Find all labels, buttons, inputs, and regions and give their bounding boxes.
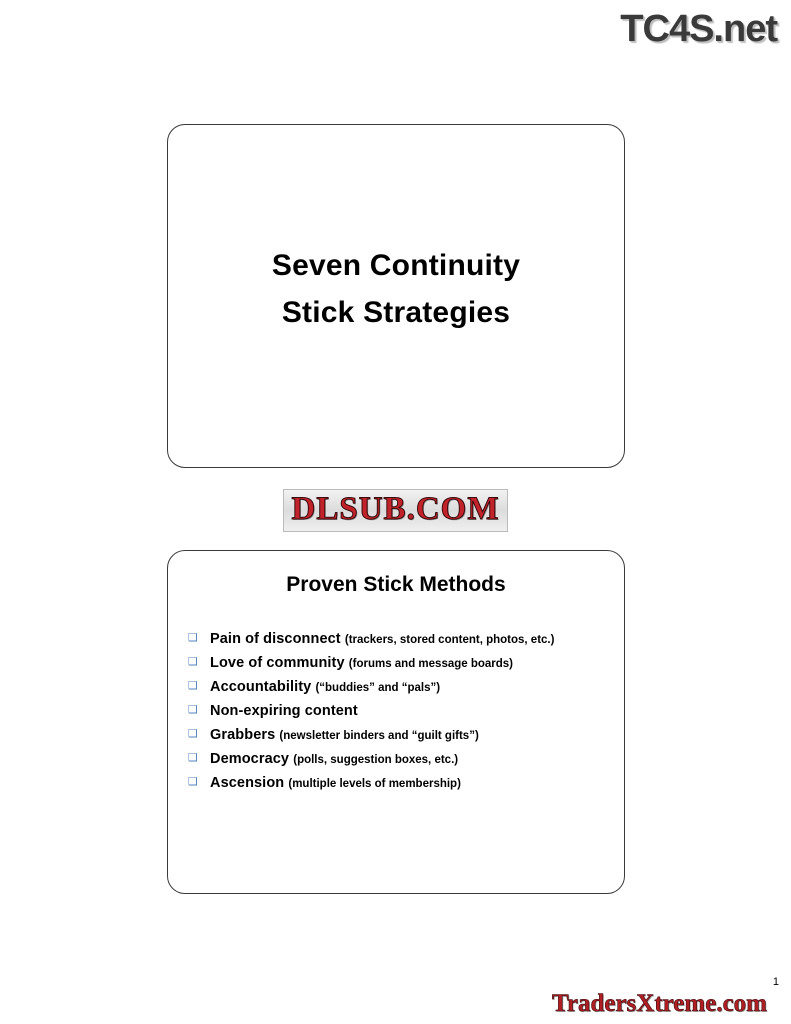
checkbox-bullet-icon: ❑ (188, 679, 198, 692)
checkbox-bullet-icon: ❑ (188, 655, 198, 668)
list-item-note: (multiple levels of membership) (288, 778, 461, 790)
slide-card-title (167, 124, 625, 468)
list-item-term-text: Accountability (210, 679, 312, 695)
footer-brand-watermark: TradersXtreme.com (552, 990, 767, 1017)
list-item-term (210, 775, 606, 791)
checkbox-bullet-icon: ❑ (188, 751, 198, 764)
list-item-term-text: Democracy (210, 751, 290, 767)
list-item (188, 775, 606, 791)
list-item-term (210, 751, 606, 767)
list-item-note: (trackers, stored content, photos, etc.) (344, 634, 555, 646)
list-item-term (210, 655, 606, 671)
dlsub-watermark (0, 489, 791, 532)
list-item (188, 727, 606, 743)
list-item (188, 679, 606, 695)
checkbox-bullet-icon: ❑ (188, 703, 198, 716)
list-item-term-text: Non-expiring content (210, 703, 358, 719)
dlsub-watermark-text: DLSUB.COM (283, 489, 509, 532)
list-item-note: (newsletter binders and “guilt gifts”) (279, 730, 479, 742)
checkbox-bullet-icon: ❑ (188, 631, 198, 644)
list-item-note: (polls, suggestion boxes, etc.) (293, 754, 459, 766)
list-item (188, 655, 606, 671)
list-item-term (210, 727, 606, 743)
list-item-term (210, 631, 606, 647)
list-item (188, 751, 606, 767)
top-brand-watermark: TC4S.net (620, 8, 777, 50)
list-item-note: (“buddies” and “pals”) (315, 682, 441, 694)
slide-title-line-1: Seven Continuity (271, 249, 521, 282)
checkbox-bullet-icon: ❑ (188, 727, 198, 740)
page-number: 1 (772, 976, 779, 988)
checkbox-bullet-icon: ❑ (188, 775, 198, 788)
slide-methods-title: Proven Stick Methods (286, 573, 506, 596)
methods-bullet-list (188, 631, 606, 799)
list-item (188, 703, 606, 719)
list-item (188, 631, 606, 647)
list-item-note: (forums and message boards) (348, 658, 514, 670)
list-item-term-text: Pain of disconnect (210, 631, 341, 647)
list-item-term (210, 703, 606, 719)
list-item-term-text: Grabbers (210, 727, 276, 743)
list-item-term-text: Love of community (210, 655, 345, 671)
list-item-term-text: Ascension (210, 775, 285, 791)
slide-card-methods (167, 550, 625, 894)
slide-title-line-2: Stick Strategies (281, 295, 511, 329)
slide-title-block (168, 243, 624, 336)
list-item-term (210, 679, 606, 695)
